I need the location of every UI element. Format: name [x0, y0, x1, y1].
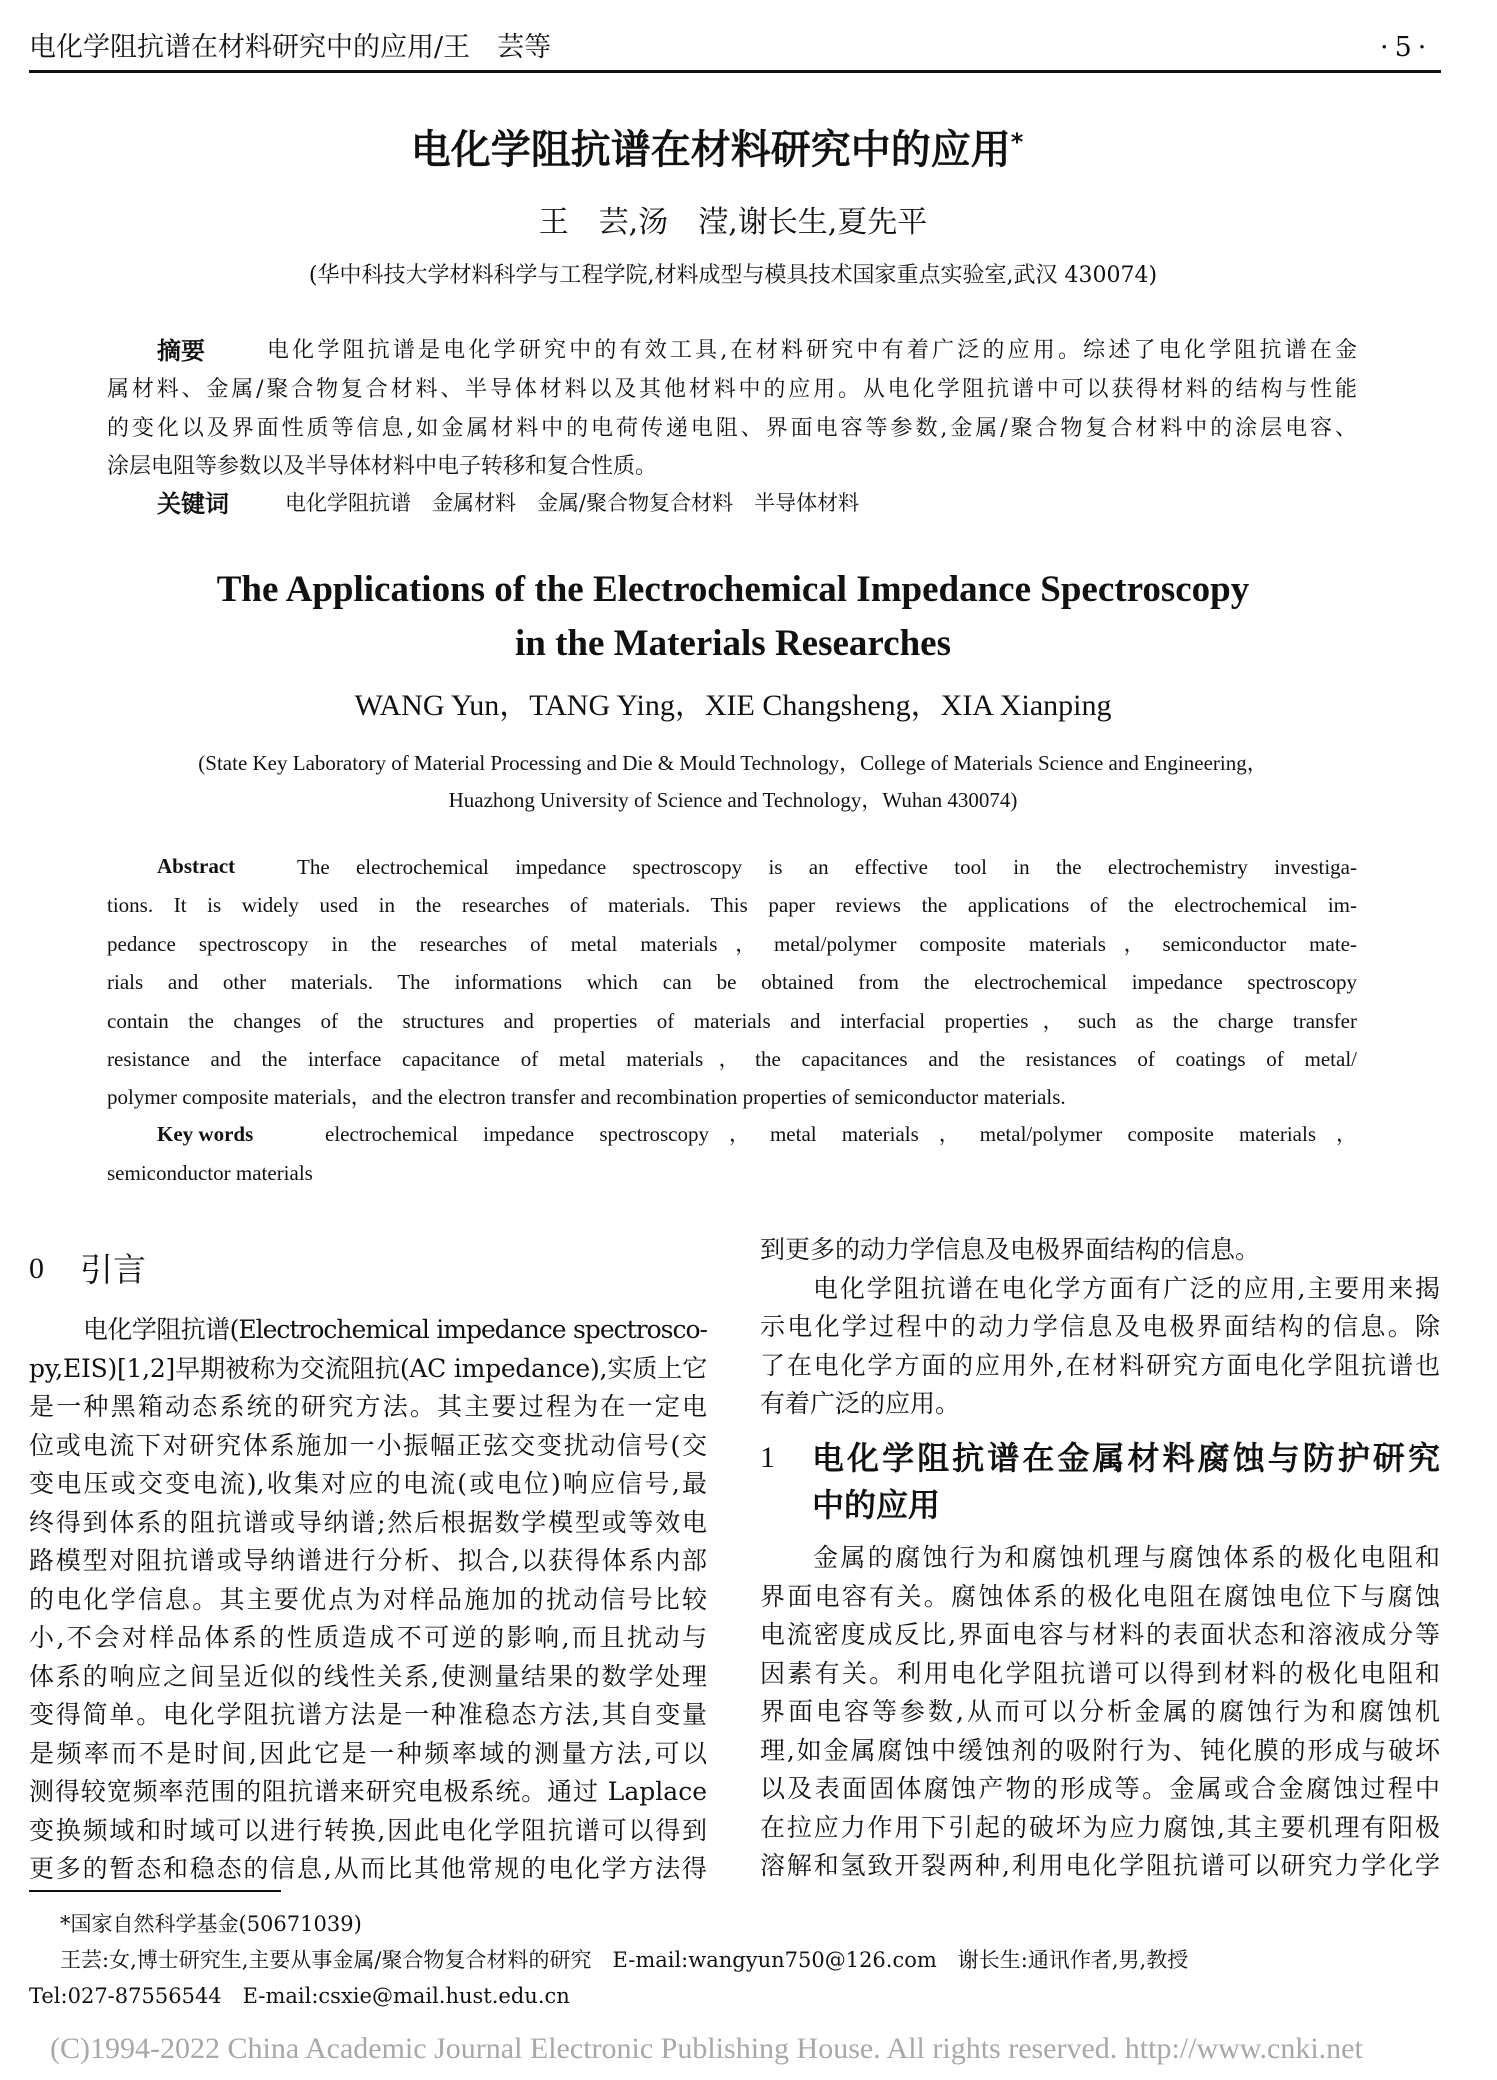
body-line: 测得较宽频率范围的阻抗谱来研究电极系统。通过 Laplace: [29, 1777, 707, 1806]
body-line: 更多的暂态和稳态的信息,从而比其他常规的电化学方法得: [29, 1854, 707, 1883]
title-footnote-mark: *: [1010, 128, 1024, 156]
body-line: 界面电容等参数,从而可以分析金属的腐蚀行为和腐蚀机: [760, 1697, 1440, 1726]
abstract-cn-label: 摘要: [157, 337, 205, 365]
authors-cn: 王 芸,汤 滢,谢长生,夏先平: [538, 205, 928, 240]
footnote-author-info: 王芸:女,博士研究生,主要从事金属/聚合物复合材料的研究 E-mail:wangyun750@126.com 谢长生:通讯作者,男,教授: [60, 1948, 1189, 1972]
abstract-en-line: The electrochemical impedance spectroscopy is an effective tool in the electrochemistry investiga-: [297, 855, 1357, 879]
body-line: 体系的响应之间呈近似的线性关系,使测量结果的数学处理: [29, 1661, 707, 1691]
affiliation-cn: (华中科技大学材料科学与工程学院,材料成型与模具技术国家重点实验室,武汉 430074): [308, 263, 1158, 288]
title-en-line-2: in the Materials Researches: [514, 623, 951, 664]
body-line: 理,如金属腐蚀中缓蚀剂的吸附行为、钝化膜的形成与破坏: [760, 1735, 1440, 1765]
running-title: 电化学阻抗谱在材料研究中的应用/王 芸等: [29, 32, 552, 63]
body-line: 电流密度成反比,界面电容与材料的表面状态和溶液成分等: [760, 1620, 1440, 1649]
keywords-cn-label: 关键词: [157, 490, 229, 518]
paper-title-text: 电化学阻抗谱在材料研究中的应用: [410, 127, 1011, 173]
body-line: 小,不会对样品体系的性质造成不可逆的影响,而且扰动与: [29, 1623, 707, 1652]
body-line: 溶解和氢致开裂两种,利用电化学阻抗谱可以研究力学化学: [760, 1851, 1440, 1880]
body-line: 到更多的动力学信息及电极界面结构的信息。: [760, 1235, 1261, 1264]
affiliation-en-line-1: (State Key Laboratory of Material Processing and Die & Mould Technology，College of Materials Science and Engineering，: [198, 751, 1268, 775]
body-line: 终得到体系的阻抗谱或导纳谱;然后根据数学模型或等效电: [29, 1507, 707, 1537]
abstract-en-line: rials and other materials. The informations which can be obtained from the electrochemical impedance spectroscopy: [107, 970, 1357, 995]
abstract-en-line: contain the changes of the structures and properties of materials and interfacial properties，such as the charge transfer: [107, 1008, 1357, 1033]
body-line: 金属的腐蚀行为和腐蚀机理与腐蚀体系的极化电阻和: [813, 1543, 1440, 1572]
section-1-heading-line-1: 电化学阻抗谱在金属材料腐蚀与防护研究: [812, 1439, 1440, 1477]
page-number: ·5·: [1380, 32, 1433, 63]
section-0-heading: 引言: [80, 1250, 146, 1289]
keywords-en-line-1: electrochemical impedance spectroscopy，metal materials，metal/polymer composite materials，: [325, 1122, 1357, 1146]
abstract-en-line: resistance and the interface capacitance of metal materials，the capacitances and the resistances of coatings of metal/: [107, 1047, 1357, 1071]
body-line: 因素有关。利用电化学阻抗谱可以得到材料的极化电阻和: [760, 1658, 1440, 1688]
abstract-cn-line: 涂层电阻等参数以及半导体材料中电子转移和复合性质。: [107, 454, 658, 480]
abstract-en-line: pedance spectroscopy in the researches of metal materials，metal/polymer composite materials，semiconductor mate-: [107, 931, 1357, 956]
body-line: 示电化学过程中的动力学信息及电极界面结构的信息。除: [760, 1312, 1440, 1341]
footnote-contact: Tel:027-87556544 E-mail:csxie@mail.hust.edu.cn: [29, 1984, 570, 2008]
body-line: 以及表面固体腐蚀产物的形成等。金属或合金腐蚀过程中: [760, 1774, 1440, 1803]
body-line: 电化学阻抗谱在电化学方面有广泛的应用,主要用来揭: [813, 1273, 1440, 1303]
body-line: 界面电容有关。腐蚀体系的极化电阻在腐蚀电位下与腐蚀: [760, 1581, 1440, 1611]
title-en-line-1: The Applications of the Electrochemical Impedance Spectroscopy: [216, 569, 1250, 610]
keywords-cn: 电化学阻抗谱 金属材料 金属/聚合物复合材料 半导体材料: [285, 491, 860, 515]
body-line: 变电压或交变电流),收集对应的电流(或电位)响应信号,最: [29, 1469, 707, 1498]
cnki-watermark: (C)1994-2022 China Academic Journal Electronic Publishing House. All rights reserved. http://www.cnki.net: [50, 2032, 1363, 2065]
body-line: 的电化学信息。其主要优点为对样品施加的扰动信号比较: [29, 1584, 707, 1614]
authors-en: WANG Yun，TANG Ying，XIE Changsheng，XIA Xianping: [354, 689, 1112, 722]
body-line: 在拉应力作用下引起的破坏为应力腐蚀,其主要机理有阳极: [760, 1812, 1440, 1842]
body-line: 是一种黑箱动态系统的研究方法。其主要过程为在一定电: [29, 1392, 707, 1421]
body-line: 是频率而不是时间,因此它是一种频率域的测量方法,可以: [29, 1738, 707, 1768]
section-0-number: 0: [29, 1252, 44, 1285]
abstract-en-label: Abstract: [157, 854, 236, 878]
header-rule: [29, 70, 1441, 73]
paper-title: [0, 127, 1434, 173]
section-1-heading-line-2: 中的应用: [812, 1486, 941, 1524]
body-line: py,EIS)[1,2]早期被称为交流阻抗(AC impedance),实质上它: [29, 1353, 707, 1383]
abstract-en-line: tions. It is widely used in the researches of materials. This paper reviews the applications of the electrochemical im-: [107, 893, 1357, 918]
affiliation-en-line-2: Huazhong University of Science and Technology，Wuhan 430074): [448, 788, 1018, 812]
body-line: 变得简单。电化学阻抗谱方法是一种准稳态方法,其自变量: [29, 1700, 707, 1729]
abstract-cn-line: 属材料、金属/聚合物复合材料、半导体材料以及其他材料中的应用。从电化学阻抗谱中可以获得材料的结构与性能: [107, 376, 1357, 402]
footnote-rule: [29, 1890, 281, 1892]
body-line: 路模型对阻抗谱或导纳谱进行分析、拟合,以获得体系内部: [29, 1546, 707, 1575]
section-1-number: 1: [760, 1441, 775, 1474]
body-line: 位或电流下对研究体系施加一小振幅正弦交变扰动信号(交: [29, 1430, 707, 1460]
footnote-funding: *国家自然科学基金(50671039): [60, 1912, 362, 1936]
abstract-en-line: polymer composite materials，and the electron transfer and recombination properties of semiconductor materials.: [107, 1085, 1066, 1110]
abstract-cn-line: 的变化以及界面性质等信息,如金属材料中的电荷传递电阻、界面电容等参数,金属/聚合物复合材料中的涂层电容、: [107, 415, 1357, 441]
abstract-cn-line: 电化学阻抗谱是电化学研究中的有效工具,在材料研究中有着广泛的应用。综述了电化学阻抗谱在金: [267, 338, 1357, 363]
body-line: 电化学阻抗谱(Electrochemical impedance spectrosco-: [83, 1315, 707, 1344]
keywords-en-line-2: semiconductor materials: [107, 1161, 313, 1185]
body-line: 变换频域和时域可以进行转换,因此电化学阻抗谱可以得到: [29, 1815, 707, 1845]
body-line: 有着广泛的应用。: [760, 1389, 961, 1418]
body-line: 了在电化学方面的应用外,在材料研究方面电化学阻抗谱也: [760, 1350, 1440, 1380]
keywords-en-label: Key words: [157, 1122, 254, 1146]
